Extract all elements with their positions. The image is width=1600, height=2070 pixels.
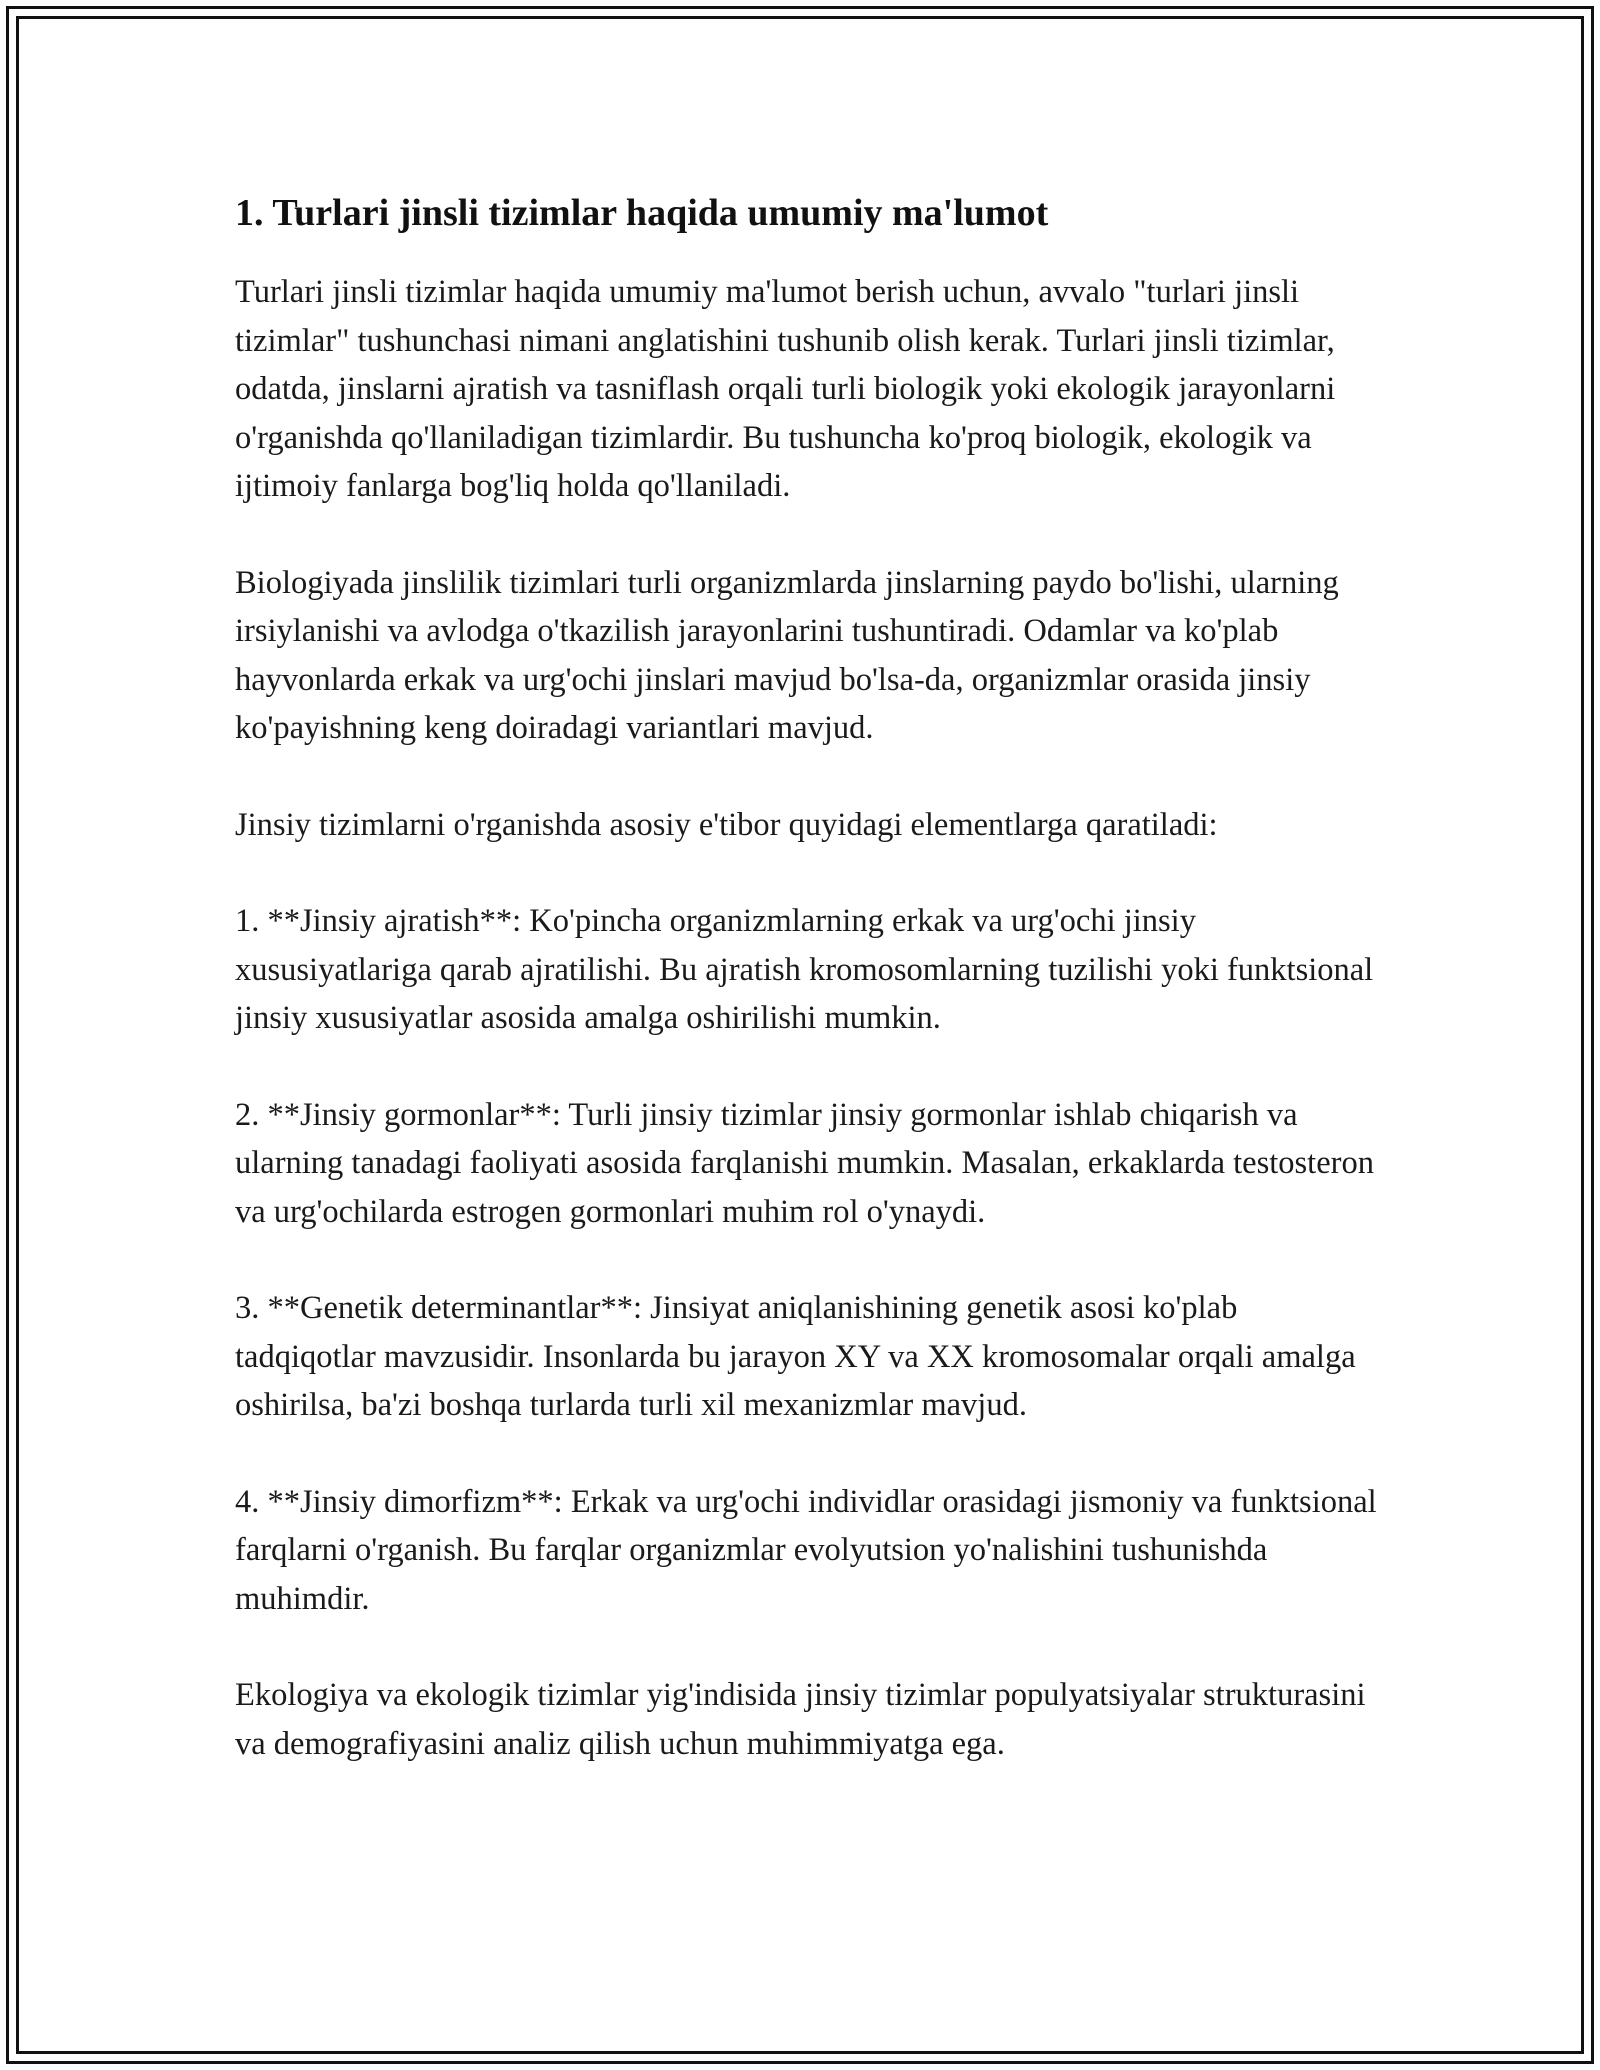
- paragraph-focus: Jinsiy tizimlarni o'rganishda asosiy e'tibor quyidagi elementlarga qaratiladi:: [235, 806, 1218, 843]
- paragraph-intro: Turlari jinsli tizimlar haqida umumiy ma'lumot berish uchun, avvalo "turlari jinsli tizimlar" tushunchasi nimani anglatishini tushunib olish kerak. Turlari jinsli tizimlar, odatda, jinslarni ajratish va tasniflash orqali turli biologik yoki ekologik jarayonlarni o'rganishda qo'llaniladigan tizimlardir. Bu tushuncha ko'proq biologik, ekologik va ijtimoiy fanlarga bog'liq holda qo'llaniladi.: [235, 274, 1336, 504]
- list-item-sexual-dimorphism: 4. **Jinsiy dimorfizm**: Erkak va urg'ochi individlar orasidagi jismoniy va funktsional farqlarni o'rganish. Bu farqlar organizmlar evolyutsion yo'nalishini tushunishda muhimdir.: [235, 1483, 1377, 1617]
- list-item-sex-separation: 1. **Jinsiy ajratish**: Ko'pincha organizmlarning erkak va urg'ochi jinsiy xususiyatlariga qarab ajratilishi. Bu ajratish kromosomlarning tuzilishi yoki funktsional jinsiy xususiyatlar asosida amalga oshirilishi mumkin.: [235, 903, 1374, 1036]
- list-item-genetic-determinants: 3. **Genetik determinantlar**: Jinsiyat aniqlanishining genetik asosi ko'plab tadqiqotlar mavzusidir. Insonlarda bu jarayon XY va XX kromosomalar orqali amalga oshirilsa, ba'zi boshqa turlarda turli xil mexanizmlar mavjud.: [235, 1290, 1356, 1423]
- document-body: [235, 188, 1385, 1816]
- paragraph-biology: Biologiyada jinslilik tizimlari turli organizmlarda jinslarning paydo bo'lishi, ularning irsiylanishi va avlodga o'tkazilish jarayonlarini tushuntiradi. Odamlar va ko'plab hayvonlarda erkak va urg'ochi jinslari mavjud bo'lsa-da, organizmlar orasida jinsiy ko'payishning keng doiradagi variantlari mavjud.: [235, 564, 1339, 746]
- paragraph-ecology: Ekologiya va ekologik tizimlar yig'indisida jinsiy tizimlar populyatsiyalar strukturasini va demografiyasini analiz qilish uchun muhimmiyatga ega.: [235, 1677, 1366, 1762]
- list-item-sex-hormones: 2. **Jinsiy gormonlar**: Turli jinsiy tizimlar jinsiy gormonlar ishlab chiqarish va ularning tanadagi faoliyati asosida farqlanishi mumkin. Masalan, erkaklarda testosteron va urg'ochilarda estrogen gormonlari muhim rol o'ynaydi.: [235, 1096, 1374, 1230]
- section-heading: 1. Turlari jinsli tizimlar haqida umumiy ma'lumot: [235, 192, 1049, 234]
